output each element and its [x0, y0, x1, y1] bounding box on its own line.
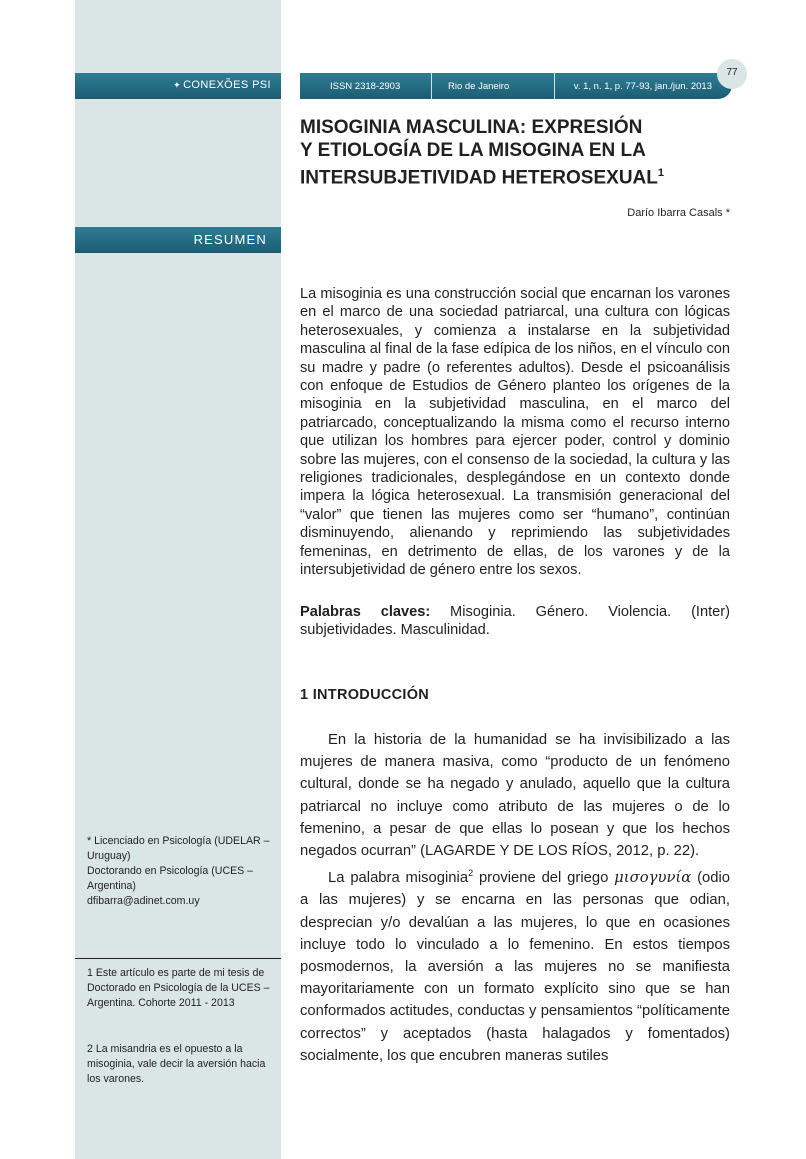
keywords-label: Palabras claves: — [300, 604, 431, 620]
paragraph-text: proviene del griego — [473, 870, 615, 887]
header-divider — [431, 73, 432, 99]
author-name: Darío Ibarra Casals * — [627, 207, 730, 219]
article-title — [300, 116, 730, 189]
paragraph-text: La palabra misoginia — [328, 870, 469, 887]
greek-word: μισογυνία — [614, 869, 692, 887]
section-heading: 1 INTRODUCCIÓN — [300, 687, 430, 703]
keywords — [300, 603, 730, 640]
brand-sparkle-icon: ✦ — [173, 80, 182, 90]
title-line-2: Y ETIOLOGÍA DE LA MISOGINA EN LA — [300, 140, 646, 161]
footnote-divider — [75, 958, 281, 959]
page-number: 77 — [717, 59, 747, 89]
author-note — [87, 834, 271, 909]
author-note-line: * Licenciado en Psicología (UDELAR – Uruguay) — [87, 835, 270, 862]
body-text — [300, 729, 730, 1067]
footnote-1: 1 Este artículo es parte de mi tesis de Doctorado en Psicología de la UCES – Argentina. Cohorte 2011 - 2013 — [87, 967, 270, 1009]
resumen-label: RESUMEN — [193, 232, 267, 247]
issn: ISSN 2318-2903 — [330, 81, 401, 92]
city: Rio de Janeiro — [448, 81, 510, 92]
abstract-text: La misoginia es una construcción social que encarnan los varones en el marco de una sociedad patriarcal, una cultura con lógicas heterosexuales, y comienza a instalarse en la subjetividad masculina al final de la fase edípica de los niños, en el vínculo con su madre y padre (o referentes adultos). Desde el psicoanálisis con enfoque de Estudios de Género planteo los orígenes de la misoginia en la subjetividad masculina, en el marco del patriarcado, conceptualizando la misma como el recurso interno que utilizan los hombres para ejercer poder, control y dominio sobre las mujeres, con el consenso de la sociedad, la cultura y las religiones tradicionales, desplegándose en un contexto donde impera la lógica heterosexual. La transmisión generacional del “valor” que tienen las mujeres como ser “humano”, continúan disminuyendo, alienando y reprimiendo las subjetividades femeninas, en detrimento de ellas, de los varones y de la intersubjetividad de género entre los sexos. — [300, 286, 730, 579]
paragraph-text: (odio a las mujeres) y se encarna en las personas que odian, desprecian y/o devalúan a las mujeres, lo que en ocasiones incluye todo lo vinculado a lo femenino. En estos tiempos posmodernos, la aversión a las mujeres no se manifiesta mayoritariamente con un formato explícito sino que se han conformados actitudes, conductas y pensamientos “políticamente correctos” y aceptados (hasta halagados y fomentados) socialmente, los que encubren maneras sutiles — [300, 870, 731, 1064]
journal-header-bar — [300, 73, 732, 99]
header-divider — [554, 73, 555, 99]
author-note-line: Doctorando en Psicología (UCES – Argentina) — [87, 865, 254, 892]
resumen-band — [75, 227, 281, 253]
journal-brand-text: CONEXÕES PSI — [183, 79, 271, 91]
keywords-text: Misoginia. Género. Violencia. (Inter) subjetividades. Masculinidad. — [300, 604, 730, 639]
author-email[interactable]: dfibarra@adinet.com.uy — [87, 895, 200, 907]
title-line-1: MISOGINIA MASCULINA: EXPRESIÓN — [300, 117, 643, 138]
paragraph: En la historia de la humanidad se ha invisibilizado a las mujeres de manera masiva, como “producto de un fenómeno cultural, donde se ha negado y anulado, aquello que la cultura patriarcal no incluye como atributo de las mujeres o de lo femenino, a pesar de que ellas lo posean y que los hechos negados ocurran” (LAGARDE Y DE LOS RÍOS, 2012, p. 22). — [300, 732, 730, 860]
footnote-2: 2 La misandria es el opuesto a la misoginia, vale decir la aversión hacia los varones. — [87, 1043, 266, 1085]
paragraph — [300, 862, 730, 1067]
title-line-3: INTERSUBJETIVIDAD HETEROSEXUAL — [300, 167, 658, 189]
volume-info: v. 1, n. 1, p. 77-93, jan./jun. 2013 — [573, 81, 712, 92]
journal-brand — [173, 79, 271, 91]
title-footnote-mark: 1 — [657, 167, 664, 179]
footnote-mark: 2 — [468, 868, 474, 879]
journal-brand-band — [75, 73, 281, 99]
